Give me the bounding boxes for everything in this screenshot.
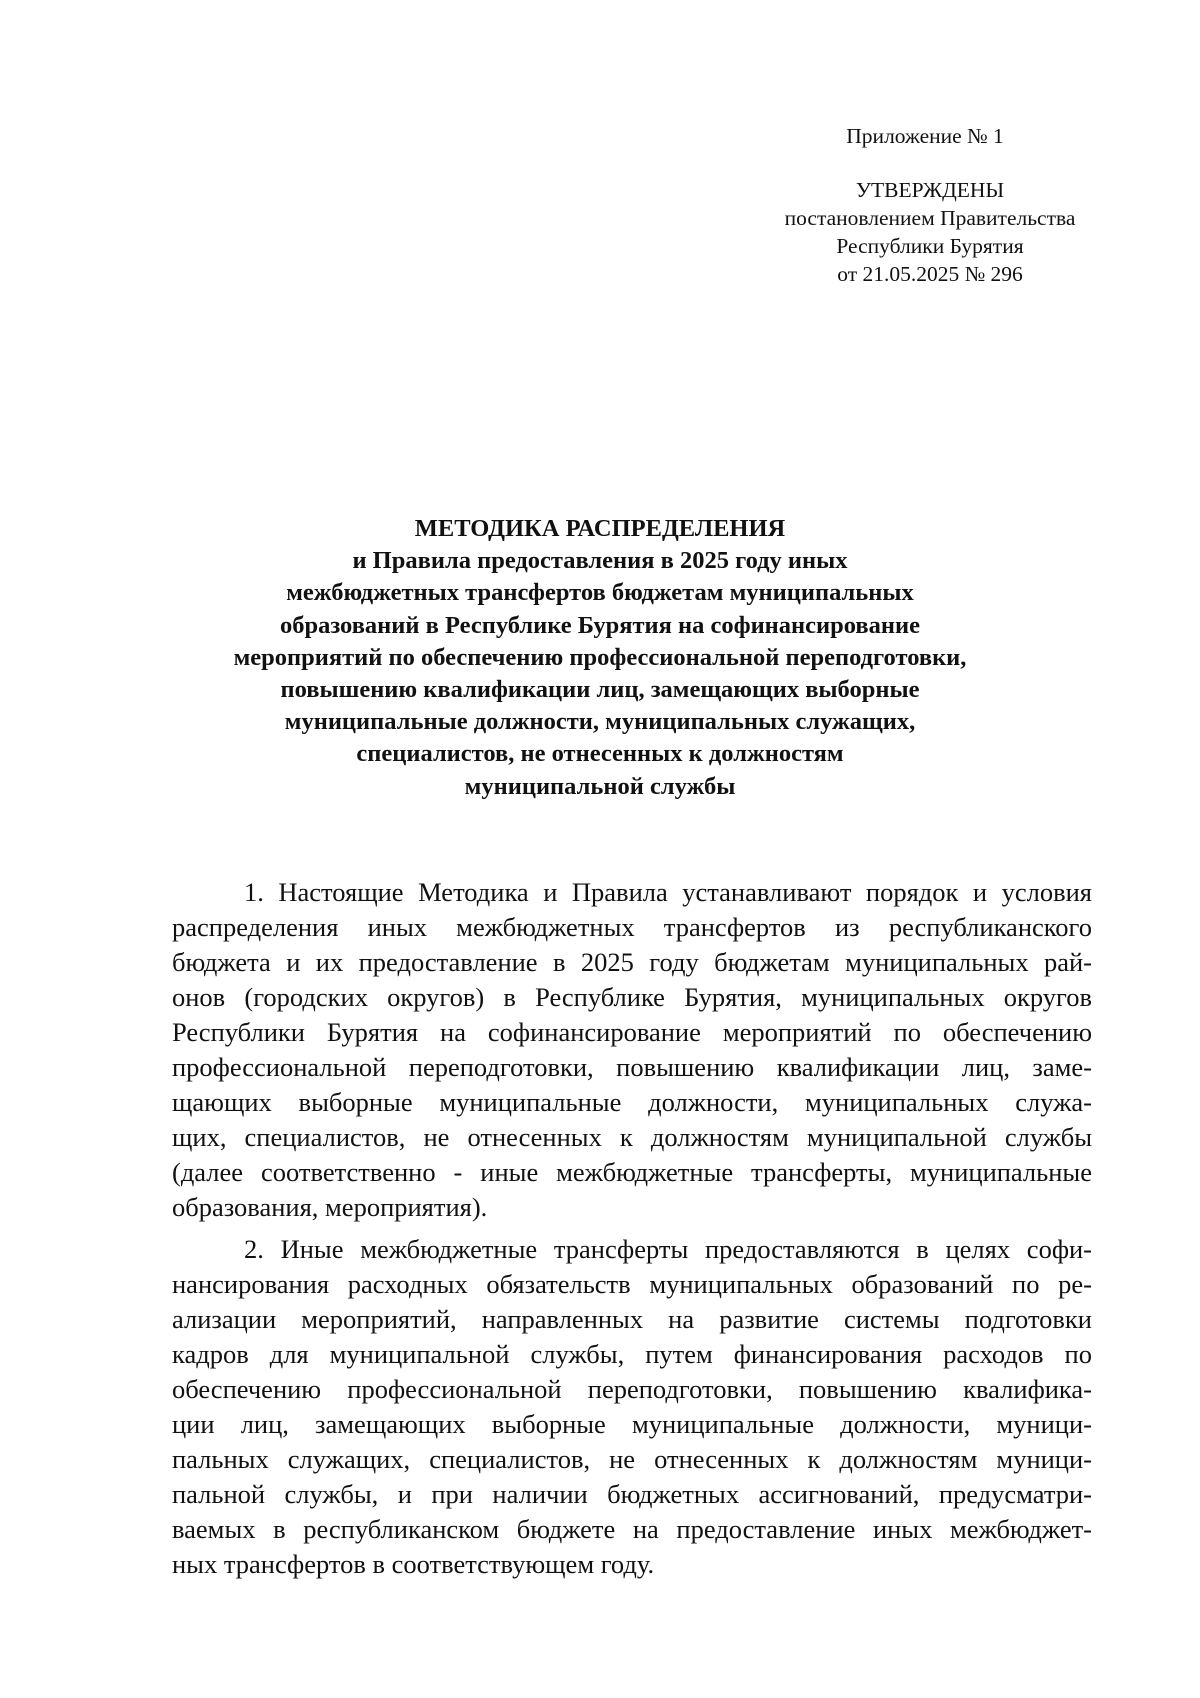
paragraph-line: образования, мероприятия).	[172, 1192, 488, 1222]
paragraph-line: щающих выборные муниципальные должности, муниципальных служа-	[172, 1087, 1092, 1117]
paragraph-line: профессиональной переподготовки, повышению квалификации лиц, заме-	[172, 1052, 1092, 1082]
paragraph-1	[172, 875, 1092, 1225]
title-line: муниципальной службы	[464, 772, 736, 800]
paragraph-line: кадров для муниципальной службы, путем финансирования расходов по	[172, 1339, 1092, 1369]
paragraph-line: ных трансфертов в соответствующем году.	[172, 1549, 655, 1579]
paragraph-line: щих, специалистов, не отнесенных к должностям муниципальной службы	[172, 1122, 1092, 1152]
title-line: МЕТОДИКА РАСПРЕДЕЛЕНИЯ	[414, 515, 786, 542]
paragraph-line: пальной службы, и при наличии бюджетных ассигнований, предусматри-	[172, 1479, 1092, 1509]
title-line: образований в Республике Бурятия на софинансирование	[279, 611, 921, 639]
paragraph-line: 1. Настоящие Методика и Правила устанавливают порядок и условия	[244, 877, 1092, 907]
paragraph-line: 2. Иные межбюджетные трансферты предоставляются в целях софи-	[244, 1234, 1092, 1264]
paragraph-line: ции лиц, замещающих выборные муниципальные должности, муници-	[172, 1409, 1092, 1439]
approval-line: постановлением Правительства	[784, 206, 1076, 230]
paragraph-line: распределения иных межбюджетных трансфертов из республиканского	[172, 912, 1092, 942]
paragraph-line: (далее соответственно - иные межбюджетные трансферты, муниципальные	[172, 1157, 1092, 1187]
title-line: межбюджетных трансфертов бюджетам муниципальных	[286, 579, 914, 607]
approval-block	[735, 176, 1125, 288]
paragraph-line: ваемых в республиканском бюджете на предоставление иных межбюджет-	[172, 1514, 1092, 1544]
paragraph-line: обеспечению профессиональной переподготовки, повышению квалифика-	[172, 1374, 1092, 1404]
paragraph-line: Республики Бурятия на софинансирование мероприятий по обеспечению	[172, 1017, 1092, 1047]
paragraph-line: онов (городских округов) в Республике Бурятия, муниципальных округов	[172, 982, 1092, 1012]
document-title	[150, 513, 1050, 803]
paragraph-2	[172, 1232, 1092, 1582]
appendix-label: Приложение № 1	[846, 124, 1004, 148]
title-line: муниципальные должности, муниципальных служащих,	[284, 708, 916, 736]
paragraph-line: пальных служащих, специалистов, не отнесенных к должностям муници-	[172, 1444, 1092, 1474]
paragraph-line: бюджета и их предоставление в 2025 году бюджетам муниципальных рай-	[172, 947, 1092, 977]
title-line: мероприятий по обеспечению профессиональной переподготовки,	[233, 643, 967, 671]
approval-line: УТВЕРЖДЕНЫ	[855, 178, 1005, 202]
approval-line: от 21.05.2025 № 296	[837, 262, 1023, 286]
title-line: повышению квалификации лиц, замещающих выборные	[280, 676, 920, 704]
title-line: специалистов, не отнесенных к должностям	[356, 740, 844, 768]
paragraph-line: нансирования расходных обязательств муниципальных образований по ре-	[172, 1269, 1092, 1299]
title-line: и Правила предоставления в 2025 году иных	[352, 547, 848, 575]
approval-line: Республики Бурятия	[836, 234, 1024, 258]
paragraph-line: ализации мероприятий, направленных на развитие системы подготовки	[172, 1304, 1092, 1334]
